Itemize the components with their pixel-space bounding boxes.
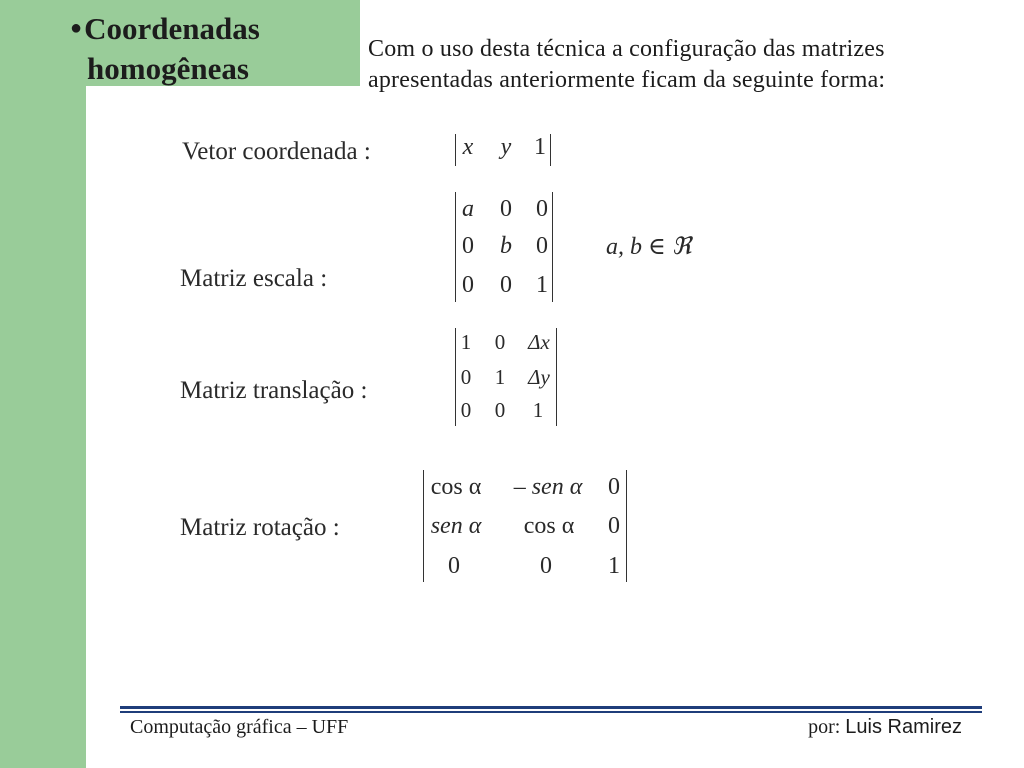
footer-course: Computação gráfica – UFF: [130, 716, 349, 738]
slide-title: [70, 8, 360, 89]
matrix-cell: 0: [500, 196, 512, 222]
content-panel: [86, 86, 1024, 768]
matrix-cell: sen α: [430, 513, 482, 539]
vector-label: Vetor coordenada :: [182, 138, 371, 165]
footer-author-name: Luis Ramirez: [845, 716, 962, 738]
matrix-cell: 0: [536, 196, 548, 222]
scale-matrix: [455, 192, 553, 302]
matrix-cell: 1: [608, 553, 620, 579]
matrix-cell: 0: [460, 365, 472, 389]
vector-cell: x: [462, 134, 474, 160]
matrix-cell: 1: [494, 365, 506, 389]
intro-text: [368, 34, 1018, 96]
matrix-cell: 1: [460, 330, 472, 354]
translation-label: Matriz translação :: [180, 377, 368, 404]
footer-author: [808, 716, 962, 739]
matrix-cell: 0: [494, 398, 506, 422]
matrix-cell: 0: [462, 233, 474, 259]
matrix-cell: 0: [608, 513, 620, 539]
translation-matrix: [455, 328, 557, 426]
intro-line-2: apresentadas anteriormente ficam da seguinte forma:: [368, 67, 886, 93]
matrix-cell: cos α: [523, 513, 575, 539]
matrix-cell: – sen α: [513, 474, 583, 500]
rotation-label: Matriz rotação :: [180, 514, 340, 541]
intro-line-1: Com o uso desta técnica a configuração das matrizes: [368, 36, 885, 62]
matrix-cell: 0: [500, 272, 512, 298]
matrix-cell: 1: [532, 398, 544, 422]
matrix-cell: 0: [462, 272, 474, 298]
matrix-cell: 0: [494, 330, 506, 354]
matrix-cell: b: [500, 233, 512, 259]
matrix-cell: Δx: [528, 330, 550, 354]
title-line-1: Coordenadas: [84, 11, 260, 46]
bullet-icon: ●: [70, 17, 83, 39]
scale-label: Matriz escala :: [180, 265, 328, 292]
left-green-band: [0, 0, 86, 768]
title-line-2: homogêneas: [87, 51, 249, 86]
matrix-cell: cos α: [430, 474, 482, 500]
scale-condition: a, b ∈ ℜ: [606, 234, 692, 260]
vector-cell: y: [500, 134, 512, 160]
matrix-cell: 1: [536, 272, 548, 298]
matrix-cell: 0: [536, 233, 548, 259]
footer-divider: [120, 706, 982, 709]
matrix-cell: 0: [460, 398, 472, 422]
vector-cell: 1: [534, 134, 546, 160]
vector-matrix: [455, 134, 551, 166]
matrix-cell: 0: [608, 474, 620, 500]
matrix-cell: 0: [540, 553, 552, 579]
matrix-cell: a: [462, 196, 474, 222]
footer-divider-thin: [120, 711, 982, 713]
matrix-cell: Δy: [528, 365, 550, 389]
rotation-matrix: [423, 470, 627, 582]
footer-author-prefix: por:: [808, 716, 846, 738]
matrix-cell: 0: [448, 553, 460, 579]
